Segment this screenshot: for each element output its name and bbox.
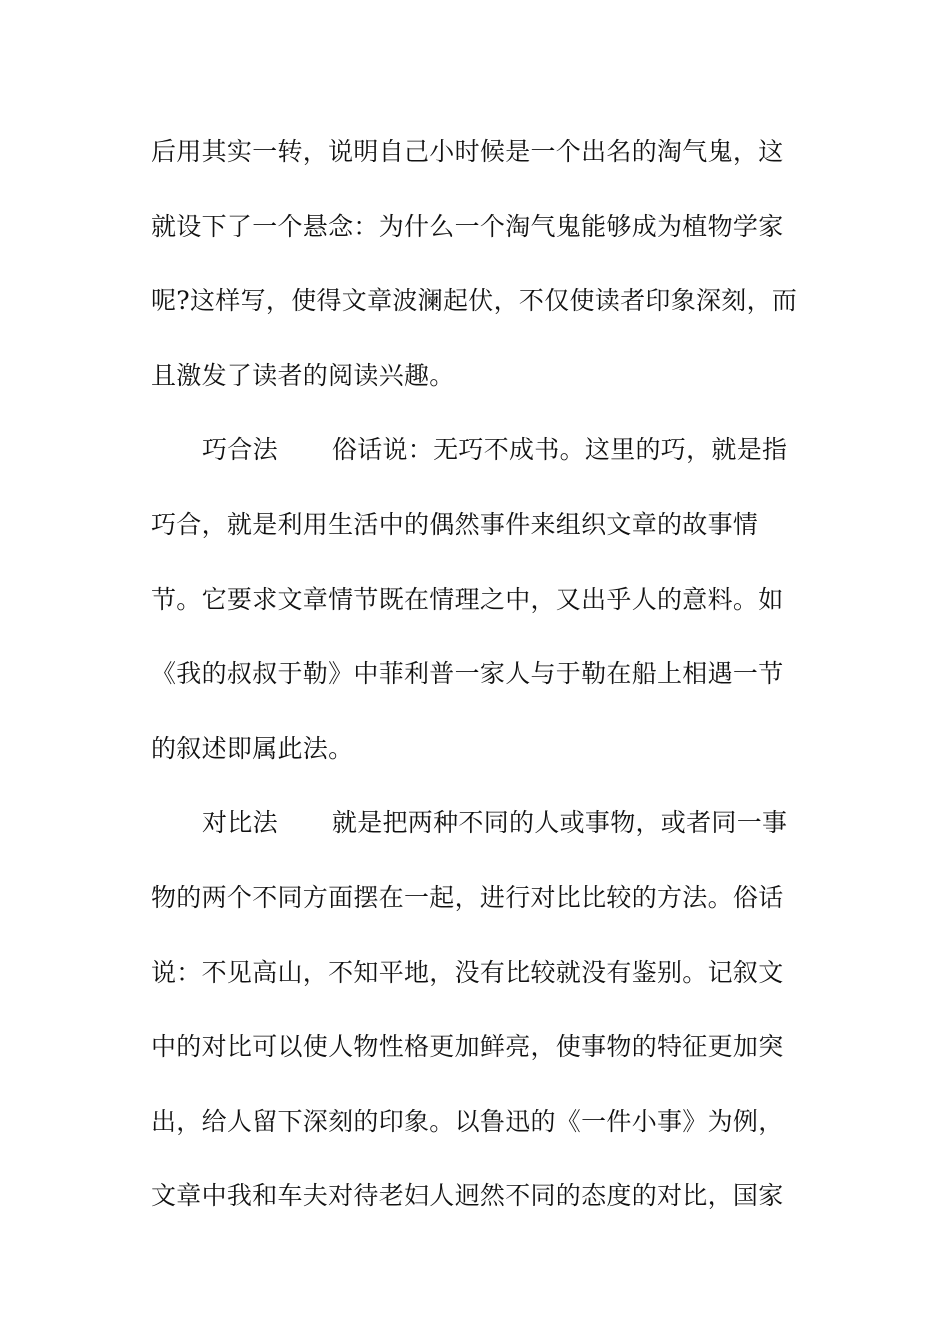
paragraph-start-line (151, 425, 811, 500)
term-heading: 对比法 (202, 808, 278, 838)
text-line: 中的对比可以使人物性格更加鲜亮，使事物的特征更加突 (151, 1032, 784, 1062)
term-heading: 巧合法 (202, 435, 278, 465)
text-line: 《我的叔叔于勒》中菲利普一家人与于勒在船上相遇一节 (151, 659, 784, 689)
text-line: 且激发了读者的阅读兴趣。 (151, 360, 455, 390)
text-line: 物的两个不同方面摆在一起，进行对比比较的方法。俗话 (151, 882, 784, 912)
text-line: 就设下了一个悬念：为什么一个淘气鬼能够成为植物学家 (151, 211, 784, 241)
text-line: 的叙述即属此法。 (151, 733, 354, 763)
body-text (151, 127, 811, 1246)
text-line: 节。它要求文章情节既在情理之中，又出乎人的意料。如 (151, 584, 784, 614)
text-line: 文章中我和车夫对待老妇人迥然不同的态度的对比，国家 (151, 1181, 784, 1211)
text-line: 出，给人留下深刻的印象。以鲁迅的《一件小事》为例， (151, 1106, 784, 1136)
paragraph-start-line (151, 798, 811, 873)
text-line: 呢?这样写，使得文章波澜起伏，不仅使读者印象深刻，而 (151, 286, 798, 316)
term-text: 就是把两种不同的人或事物，或者同一事 (331, 808, 788, 838)
text-line: 巧合，就是利用生活中的偶然事件来组织文章的故事情 (151, 509, 759, 539)
term-text: 俗话说：无巧不成书。这里的巧，就是指 (331, 435, 788, 465)
text-line: 说：不见高山，不知平地，没有比较就没有鉴别。记叙文 (151, 957, 784, 987)
text-line: 后用其实一转，说明自己小时候是一个出名的淘气鬼，这 (151, 137, 784, 166)
